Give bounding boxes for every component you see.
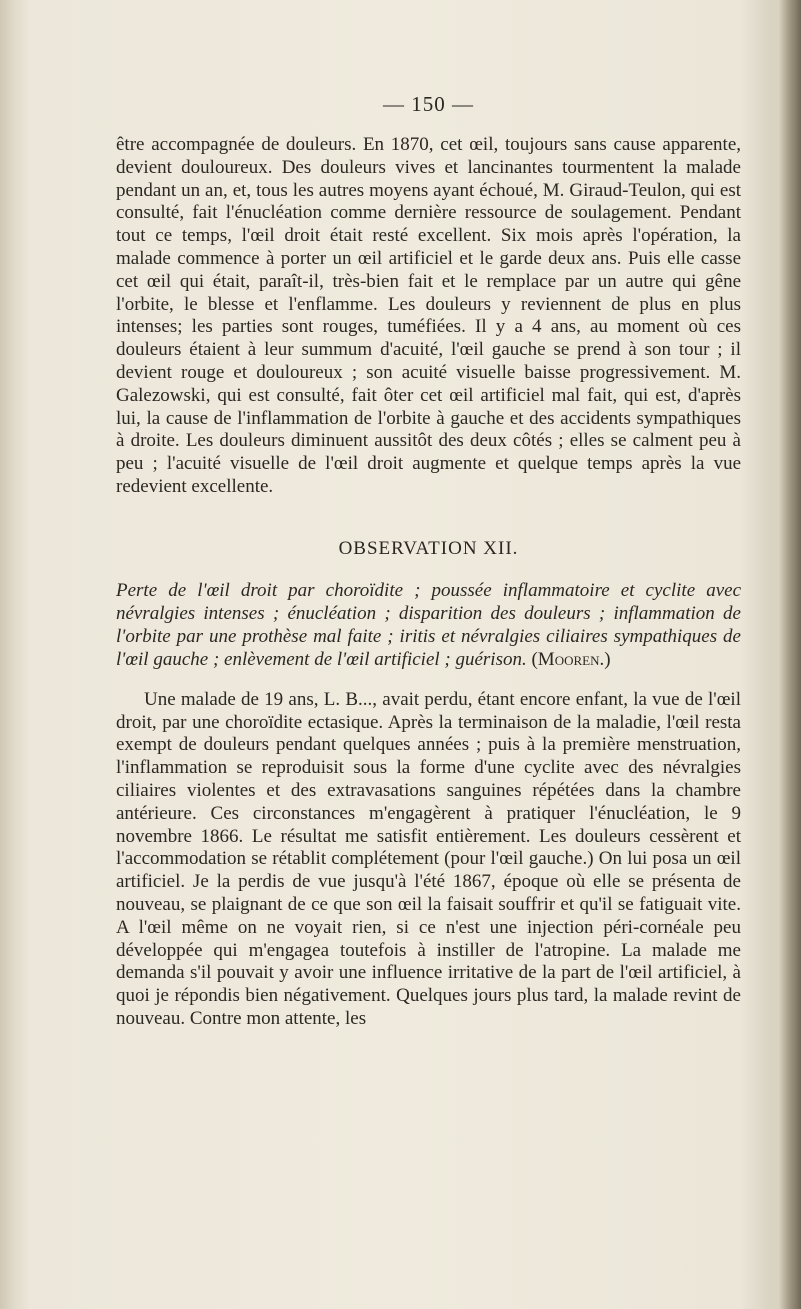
page-right-edge: [779, 0, 801, 1309]
observation-body: Une malade de 19 ans, L. B..., avait perdu, étant encore enfant, la vue de l'œil droit, par une choroïdite ectasique. Après la terminaison de la maladie, l'œil resta exempt de douleurs pendant quelques années ; puis à la première menstruation, l'inflammation se reproduisit sous la forme d'une cyclite avec des névralgies ciliaires violentes et des extravasations sanguines répétées dans la chambre antérieure. Ces circonstances m'engagèrent à pratiquer l'énucléation, le 9 novembre 1866. Le résultat me satisfit entièrement. Les douleurs cessèrent et l'accommodation se rétablit complétement (pour l'œil gauche.) On lui posa un œil artificiel. Je la perdis de vue jusqu'à l'été 1867, époque où elle se présenta de nouveau, se plaignant de ce que son œil la faisait souffrir et qu'il se fatiguait vite. A l'œil même on ne voyait rien, si ce n'est une injection péri-cornéale peu développée qui m'engagea toutefois à instiller de l'atropine. La malade me demanda s'il pouvait y avoir une influence irritative de la part de l'œil artificiel, à quoi je répondis bien négativement. Quelques jours plus tard, la malade revint de nouveau. Contre mon attente, les: [116, 688, 741, 1029]
observation-author: (Mooren.): [531, 648, 611, 670]
page-number: — 150 —: [383, 92, 474, 116]
observation-summary: [116, 579, 741, 671]
intro-paragraph: [116, 134, 741, 499]
observation-title: OBSERVATION XII.: [338, 537, 519, 559]
observation-summary-text: Perte de l'œil droit par choroïdite ; poussée inflammatoire et cyclite avec névralgies intenses ; énucléation ; disparition des douleurs ; inflammation de l'orbite par une prothèse mal faite ; iritis et névralgies ciliaires sympathiques de l'œil gauche ; enlèvement de l'œil artificiel ; guérison.: [116, 579, 741, 670]
page-content: [116, 84, 741, 1050]
page-left-edge: [0, 0, 18, 1309]
intro-text: être accompagnée de douleurs. En 1870, cet œil, toujours sans cause apparente, devient douloureux. Des douleurs vives et lancinantes tourmentent la malade pendant un an, et, tous les autres moyens ayant échoué, M. Giraud-Teulon, qui est consulté, fait l'énucléation comme dernière ressource de soulagement. Pendant tout ce temps, l'œil droit était resté excellent. Six mois après l'opération, la malade commence à porter un œil artificiel et le garde deux ans. Puis elle casse cet œil qui était, paraît-il, très-bien fait et le remplace par un autre qui gêne l'orbite, le blesse et l'enflamme. Les douleurs y reviennent de plus en plus intenses; les parties sont rouges, tuméfiées. Il y a 4 ans, au moment où ces douleurs étaient à leur summum d'acuité, l'œil gauche se prend à son tour ; il devient rouge et douloureux ; son acuité visuelle baisse progressivement. M. Galezowski, qui est consulté, fait ôter cet œil artificiel mal fait, qui est, d'après lui, la cause de l'inflammation de l'orbite à gauche et des accidents sympathiques à droite. Les douleurs diminuent aussitôt des deux côtés ; elles se calment peu à peu ; l'acuité visuelle de l'œil droit augmente et quelque temps après la vue redevient excellente.: [116, 134, 741, 497]
